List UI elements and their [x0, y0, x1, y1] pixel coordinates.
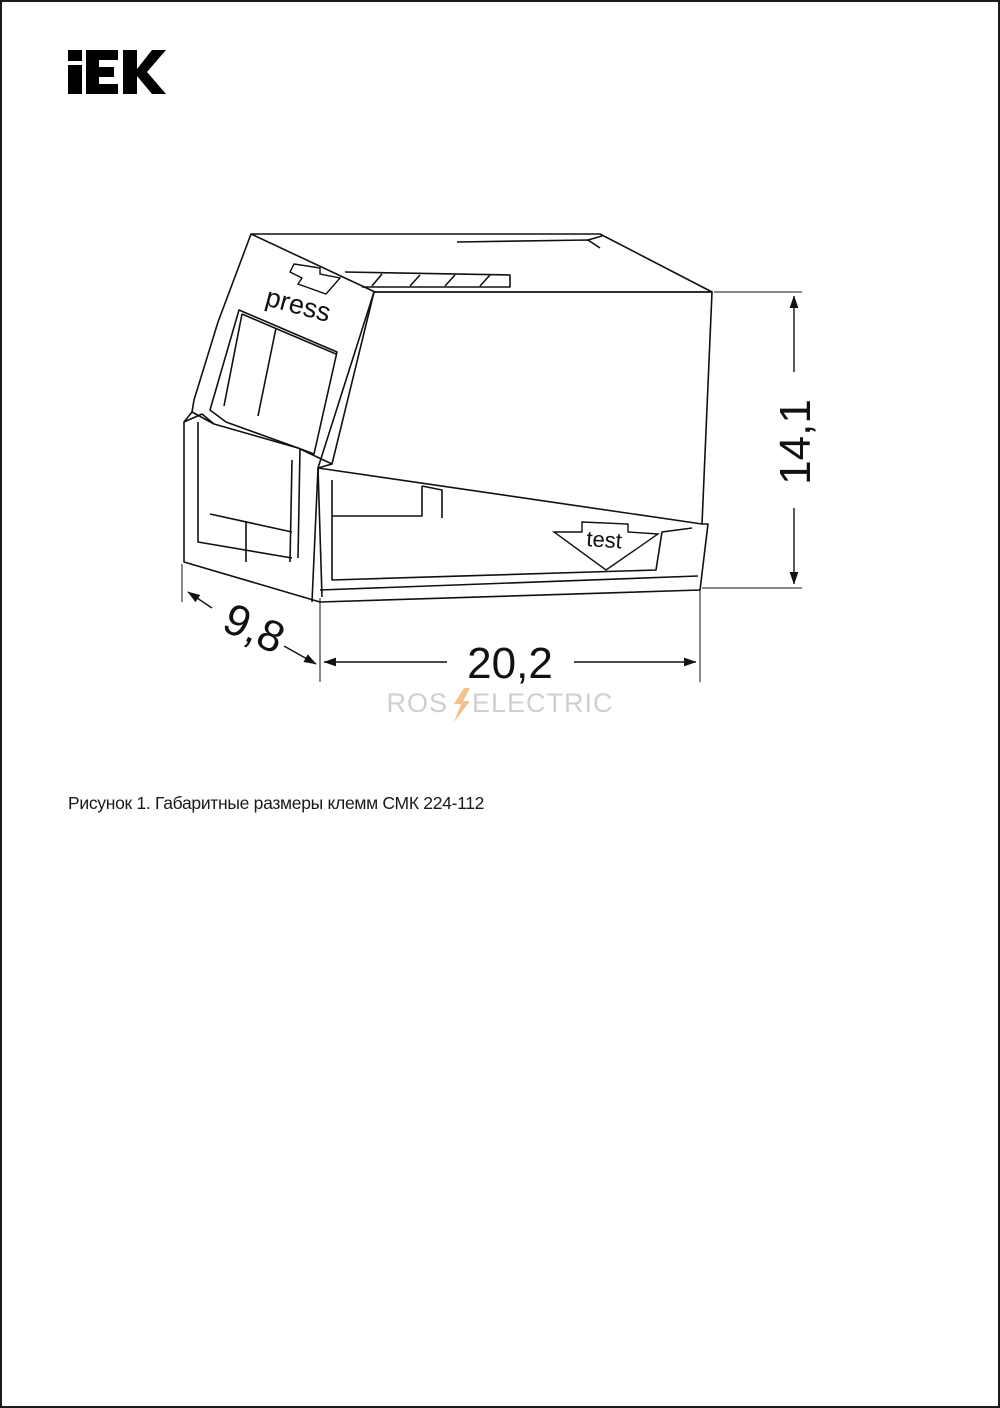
- watermark-left-text: ROS: [386, 688, 448, 718]
- height-dimension: [771, 296, 820, 584]
- depth-dimension-label: 9,8: [215, 593, 292, 664]
- width-dimension: [324, 639, 696, 688]
- height-dimension-label: 14,1: [771, 399, 820, 485]
- watermark-right-text: ELECTRIC: [472, 688, 614, 718]
- watermark: [386, 688, 613, 722]
- front-face: [318, 292, 712, 524]
- press-face: [192, 234, 374, 464]
- lower-housing: [184, 412, 708, 602]
- terminal-body: [184, 234, 712, 602]
- depth-dimension: [188, 592, 316, 664]
- top-slot: [457, 240, 600, 248]
- lightning-bolt-icon: [454, 688, 470, 722]
- width-dimension-label: 20,2: [467, 639, 553, 688]
- figure-caption: Рисунок 1. Габаритные размеры клемм СМК 224-112: [68, 793, 485, 813]
- test-label: test: [585, 526, 623, 554]
- press-label: press: [262, 281, 334, 328]
- terminal-dimension-drawing: [2, 2, 1000, 762]
